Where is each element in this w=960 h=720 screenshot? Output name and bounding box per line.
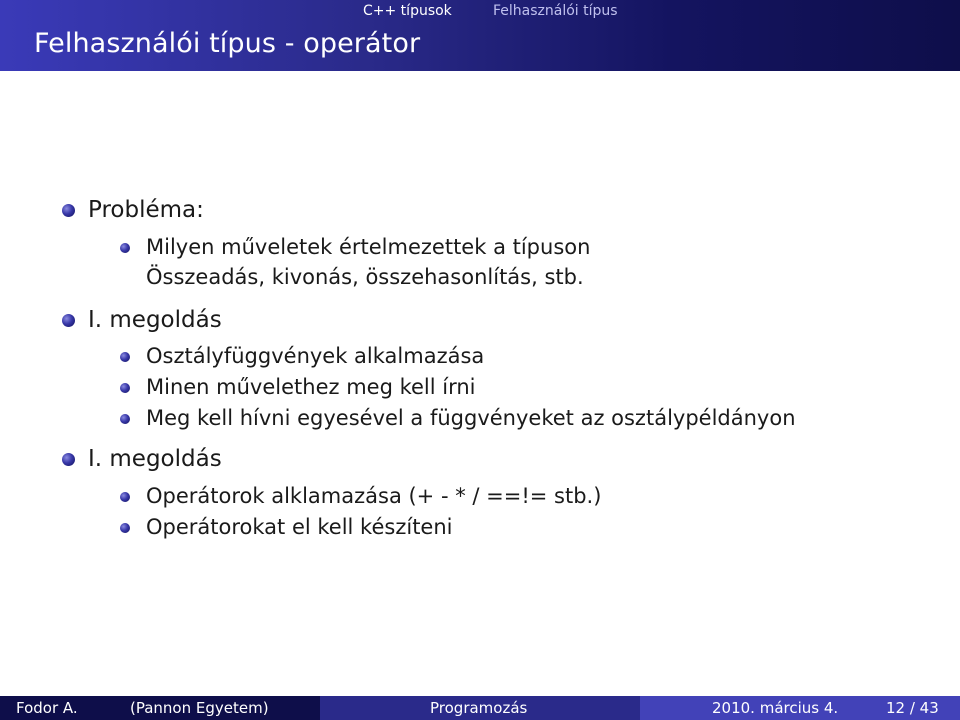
bullet-label: I. megoldás (88, 446, 222, 472)
sub-bullet-text: Osztályfüggvények alkalmazása (146, 344, 485, 368)
sub-bullet-text: Minen művelethez meg kell írni (146, 375, 476, 399)
sub-bullet-continuation: Összeadás, kivonás, összehasonlítás, stb. (146, 265, 584, 289)
footer-author: Fodor A. (16, 699, 78, 717)
bullet-ball-icon (120, 352, 130, 362)
footer-institute: (Pannon Egyetem) (130, 699, 269, 717)
bullet-ball-icon (120, 383, 130, 393)
sub-bullet-text: Operátorokat el kell készíteni (146, 515, 453, 539)
footer-title: Programozás (430, 699, 528, 717)
bullet-ball-icon (120, 492, 130, 502)
bullet-label: I. megoldás (88, 307, 222, 333)
footer-bar (0, 696, 960, 720)
bullet-ball-icon (120, 523, 130, 533)
footer-date-block (640, 696, 960, 720)
footer-title-block (320, 696, 640, 720)
footer-author-block (0, 696, 320, 720)
bullet-ball-icon (62, 453, 75, 466)
bullet-ball-icon (120, 414, 130, 424)
footer-page-number: 12 / 43 (886, 699, 939, 717)
bullet-ball-icon (62, 204, 75, 217)
footer-date: 2010. március 4. (712, 699, 839, 717)
sub-bullet-text: Meg kell hívni egyesével a függvényeket az osztálypéldányon (146, 406, 796, 430)
nav-subsection-link[interactable]: Felhasználói típus (493, 3, 618, 19)
nav-section-link[interactable]: C++ típusok (363, 3, 452, 19)
bullet-ball-icon (62, 314, 75, 327)
sub-bullet-text: Milyen műveletek értelmezettek a típuson (146, 235, 591, 259)
bullet-ball-icon (120, 243, 130, 253)
sub-bullet-text: Operátorok alklamazása (+ - * / ==!= stb.) (146, 484, 602, 508)
bullet-label: Probléma: (88, 197, 204, 223)
frame-title: Felhasználói típus - operátor (34, 28, 421, 59)
